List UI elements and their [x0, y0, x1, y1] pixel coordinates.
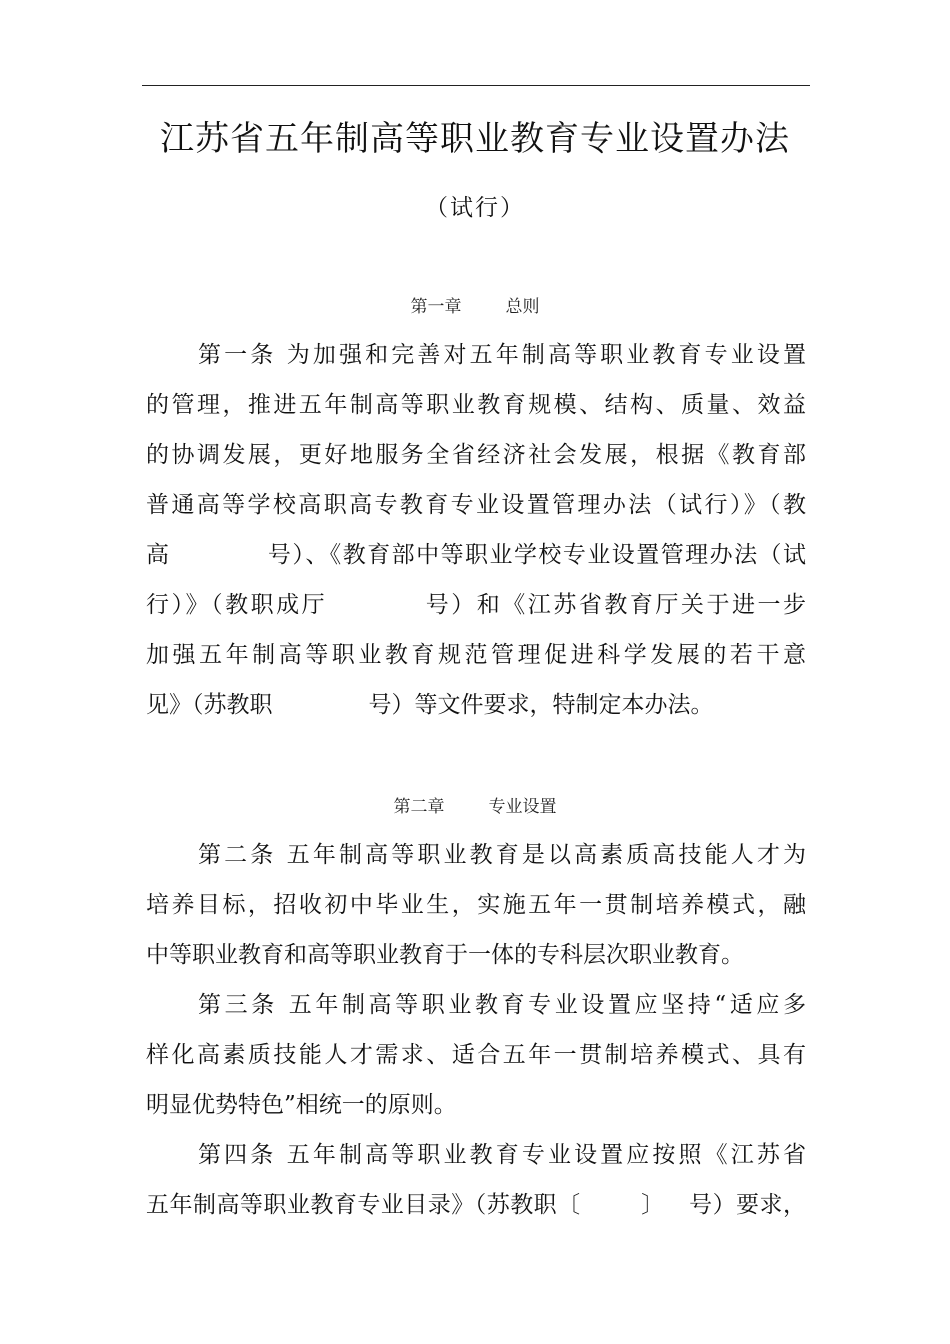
chapter-heading-1	[0, 296, 950, 318]
article-1-line-5	[146, 530, 806, 580]
article-1-line-4: 普通高等学校高职高专教育专业设置管理办法（试行）》（教	[146, 492, 806, 518]
article-1-line-6	[146, 580, 806, 630]
chapter-name: 专业设置	[488, 797, 557, 817]
text-segment: 〕	[640, 1192, 665, 1218]
text-segment: 号）和《江苏省教育厅关于进一步	[423, 592, 807, 618]
article-1-line-2: 的管理，推进五年制高等职业教育规模、结构、质量、效益	[146, 392, 806, 418]
text-segment: 号）、《教育部中等职业学校专业设置管理办法（试	[266, 542, 807, 568]
article-2-line-1: 第二条 五年制高等职业教育是以高素质高技能人才为	[198, 842, 806, 868]
text-segment: 见》（苏教职	[146, 692, 273, 718]
text-segment: 行）》（教职成厅	[146, 592, 328, 618]
chapter-number: 第一章	[410, 297, 462, 317]
article-3-line-1: 第三条 五年制高等职业教育专业设置应坚持“适应多	[198, 992, 806, 1018]
article-3-line-2: 样化高素质技能人才需求、适合五年一贯制培养模式、具有	[146, 1042, 806, 1068]
article-1-line-8	[146, 680, 806, 730]
header-rule	[142, 85, 810, 86]
article-1-line-7: 加强五年制高等职业教育规范管理促进科学发展的若干意	[146, 642, 806, 668]
document-title: 江苏省五年制高等职业教育专业设置办法	[160, 119, 790, 159]
chapter-name: 总则	[505, 297, 540, 317]
article-3-line-3: 明显优势特色”相统一的原则。	[146, 1092, 457, 1118]
document-subtitle: （试行）	[425, 195, 525, 221]
article-4-line-2	[146, 1180, 806, 1230]
text-segment: 高	[146, 542, 171, 568]
article-4-line-1: 第四条 五年制高等职业教育专业设置应按照《江苏省	[198, 1142, 806, 1168]
text-segment: 号）要求，	[688, 1192, 807, 1218]
article-2-line-2: 培养目标，招收初中毕业生，实施五年一贯制培养模式，融	[146, 892, 806, 918]
chapter-number: 第二章	[393, 797, 445, 817]
text-segment: 五年制高等职业教育专业目录》（苏教职〔	[146, 1192, 581, 1218]
article-1-line-1: 第一条 为加强和完善对五年制高等职业教育专业设置	[198, 342, 806, 368]
article-2-line-3: 中等职业教育和高等职业教育于一体的专科层次职业教育。	[146, 942, 744, 968]
chapter-heading-2	[0, 796, 950, 818]
text-segment: 号）等文件要求，特制定本办法。	[368, 692, 714, 718]
article-1-line-3: 的协调发展，更好地服务全省经济社会发展，根据《教育部	[146, 442, 806, 468]
